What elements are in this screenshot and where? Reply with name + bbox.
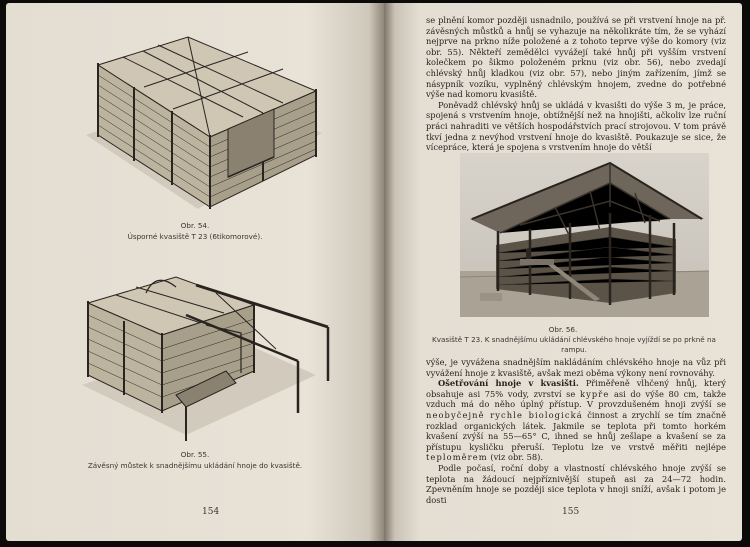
section-heading: Ošetřování hnoje v kvasišti. xyxy=(438,378,579,389)
figure-55-number: Obr. 55. xyxy=(180,450,210,459)
figure-56-caption: Kvasiště T 23. K snadnějšímu ukládání chlévského hnoje vyjíždí se po prkně na rampu. xyxy=(432,335,716,354)
emphasis-kypre: kypře xyxy=(579,388,610,399)
page-number-right: 155 xyxy=(562,507,580,517)
text-block-bottom xyxy=(426,357,726,505)
paragraph-5: Podle počasí, roční doby a vlastností chlévského hnoje zvýší se teplota na žádoucí nejpříznivější stupeň asi za 24—72 hodin. Zpevněním hnoje se později sice teplota v hnoji sníží, avšak i potom je dosti xyxy=(426,462,726,505)
paragraph-4-text-c: asi do výše 80 cm, takže vzduch má do něho úplný přístup. V provzdušeném hnoji zvýší se xyxy=(426,388,726,410)
figure-55-illustration xyxy=(76,265,338,445)
text-block-top xyxy=(426,15,726,153)
paragraph-4 xyxy=(426,378,726,463)
paragraph-2: Poněvadž chlévský hnůj se ukládá v kvasišti do výše 3 m, je práce, spojená s vrstvením hnoje, obtížnější než na hnojišti, ačkoliv lze ruční práci nahraditi ve větších hospodářstvích prací strojovou. V tom právě tkví jedna z nevýhod vrstvení hnoje do kvasiště. Poukazuje se sice, že vícepráce, která je spojena s vrstvením hnoje do větší xyxy=(426,99,726,153)
figure-55-caption: Závěsný můstek k snadnějšímu ukládání hnoje do kvasiště. xyxy=(87,461,303,470)
left-page xyxy=(6,3,384,541)
figure-54-illustration xyxy=(78,27,328,217)
right-page xyxy=(384,3,742,541)
figure-54-caption: Úsporné kvasiště T 23 (6tikomorové). xyxy=(127,232,263,241)
paragraph-4-text-e: činnost a zrychlí se tím značně rozklad organických látek. Jakmile se teplota při tomto horkém kvašení zvýší na 55—65° C, ihned se hnůj zešlape a kvašení se za přístupu kysličku přeruší. Teplotu lze ve vrstvě měřiti nejlépe xyxy=(426,409,726,452)
emphasis-biologicka: neobyčejně rychle biologická xyxy=(426,409,583,420)
paragraph-3: výše, je vyvážena snadnějším nakládáním chlévského hnoje na vůz při vyvážení hnoje z kvasiště, avšak mezi oběma výkony není rovnováhy. xyxy=(426,357,726,378)
paragraph-1: se plnění komor později usnadnilo, používá se při vrstvení hnoje na př. závěsných můstků a hnůj se vyhazuje na několikráte tím, že se vyhází nejprve na prkno níže položené a z tohoto teprve výše do komory (viz obr. 55). Někteří zemědělci vyvážejí také hnůj při vyšším vrstvení kolečkem po šikmo položeném prknu (viz obr. 56), nebo zvedají chlévský hnůj kladkou (viz obr. 57), nebo jiným zařízením, jímž se násypník vozíku, vyplněný chlévským hnojem, zvedne do potřebné výše nad komoru kvasiště. xyxy=(426,15,726,100)
paragraph-4-text-a: Přiměřeně vlhčený hnůj, který obsahuje asi 75% vody, zvrství se xyxy=(426,378,726,399)
figure-56-number: Obr. 56. xyxy=(548,325,578,334)
paragraph-4-text-g: (viz obr. 58). xyxy=(487,452,544,463)
figure-56-photo xyxy=(460,153,709,317)
figure-54-number: Obr. 54. xyxy=(180,221,210,230)
emphasis-teplomerem: teploměrem xyxy=(426,452,488,463)
page-number-left: 154 xyxy=(202,507,220,517)
